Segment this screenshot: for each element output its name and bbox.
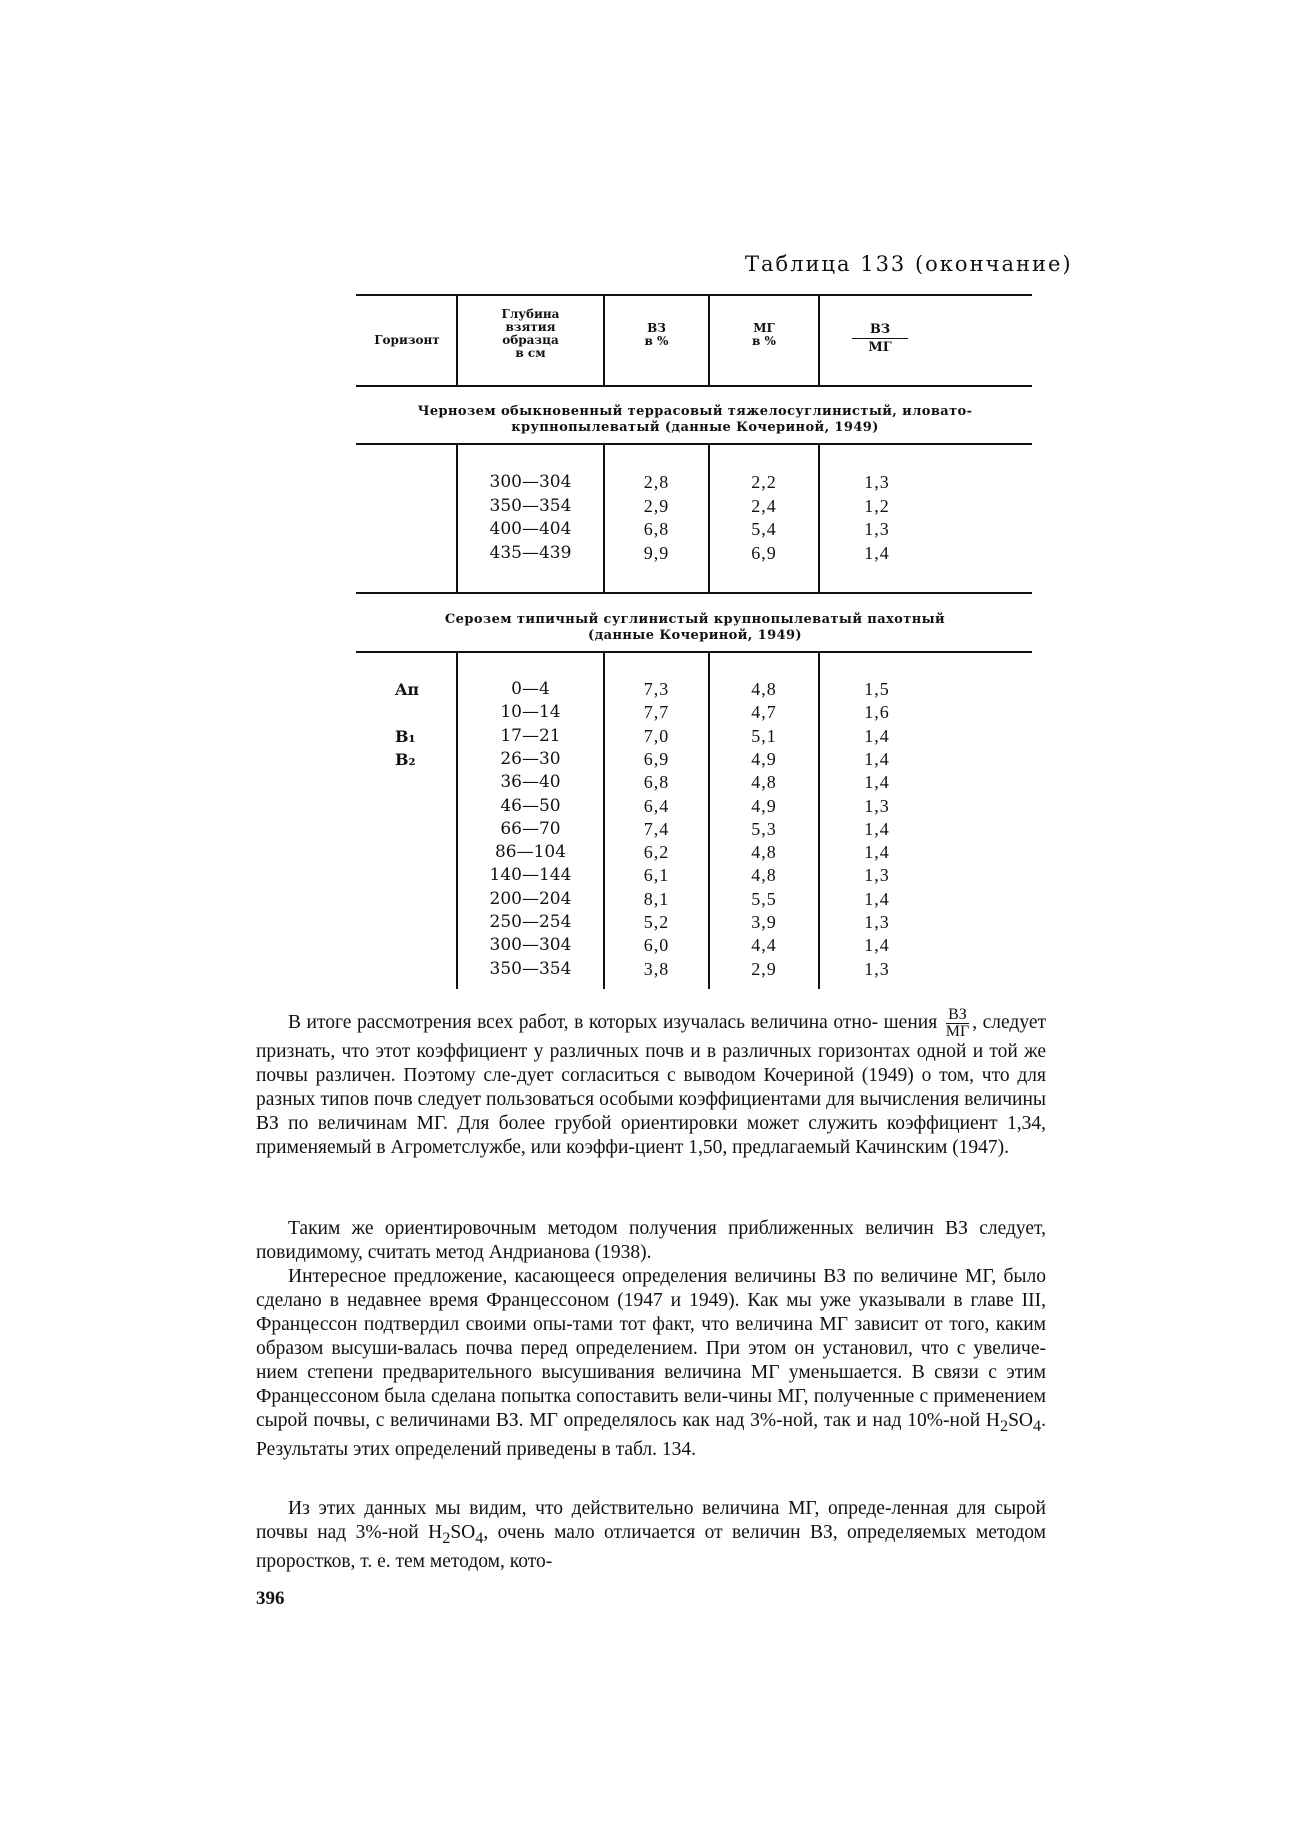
- table-cell-depth: 10—14: [500, 702, 561, 723]
- table-cell-depth: 86—104: [494, 842, 567, 863]
- table-cell-vz: 9,9: [643, 542, 670, 563]
- table-cell-ratio: 1,4: [864, 748, 890, 769]
- table-cell-depth: 350—354: [489, 958, 572, 979]
- table-cell-vz: 5,2: [643, 912, 670, 932]
- table-cell-mg: 4,8: [751, 679, 777, 699]
- table-cell-ratio: 1,3: [864, 795, 890, 816]
- table-cell-vz: 6,8: [643, 772, 670, 793]
- page-number: 396: [256, 1588, 285, 1609]
- table-cell-mg: 4,9: [751, 795, 777, 816]
- table-cell-depth: 26—30: [500, 748, 561, 769]
- table-cell-mg: 4,9: [751, 748, 777, 769]
- table-cell-ratio: 1,3: [864, 958, 890, 979]
- table-cell-ratio: 1,6: [864, 702, 890, 723]
- table-cell-vz: 6,8: [643, 519, 670, 539]
- table-cell-vz: 6,9: [643, 748, 670, 769]
- table-cell-depth: 350—354: [489, 495, 572, 516]
- table-cell-depth: 300—304: [489, 935, 572, 956]
- table-cell-horizon: Aп: [395, 680, 420, 699]
- table-cell-depth: 0—4: [511, 679, 550, 699]
- table-cell-mg: 2,2: [751, 472, 777, 492]
- section1-end-rule: [356, 592, 1032, 594]
- table-cell-vz: 6,2: [643, 842, 670, 863]
- table-caption: Таблица 133 (окончание): [745, 252, 1073, 276]
- table-cell-horizon: B₂: [395, 749, 416, 769]
- section2-title: Серозем типичный суглинистый крупнопылеватый пахотный (данные Кочериной, 1949): [444, 612, 946, 643]
- table-cell-mg: 6,9: [751, 542, 777, 563]
- table-cell-mg: 2,4: [751, 495, 777, 516]
- table-cell-mg: 4,4: [751, 935, 777, 956]
- table-cell-ratio: 1,4: [864, 542, 890, 563]
- table-cell-vz: 7,7: [643, 702, 670, 723]
- table-cell-depth: 17—21: [500, 725, 561, 746]
- table-cell-ratio: 1,3: [864, 519, 890, 539]
- table-cell-depth: 140—144: [489, 865, 572, 886]
- paragraph-1: В итоге рассмотрения всех работ, в которых изучалась величина отно- шения $\frac{ВЗ}{МГ}$ , следует признать, что этот коэффициент у различных почв и в различных горизонтах одной и той же почвы различен. Поэтому сле-дует согласиться с выводом Кочериной (1949) о том, что для разных типов почв следует пользоваться особыми коэффициентами для вычисления величины ВЗ по величинам МГ. Для более грубой ориентировки может служить коэффициент 1,34, применяемый в Агрометслужбе, или коэффи-циент 1,50, предлагаемый Качинским (1947).: [256, 1006, 1047, 1158]
- paragraph-4: Из этих данных мы видим, что действительно величина МГ, опреде-ленная для сырой почвы над 3%-ной $H_2SO_4$, очень мало отличается от величин ВЗ, определяемых методом проростков, т. е. тем методом, кото-: [256, 1498, 1046, 1572]
- table-cell-mg: 4,8: [751, 865, 777, 886]
- table-cell-vz: 7,0: [643, 725, 670, 746]
- header-mg: МГ в %: [752, 321, 776, 348]
- table-cell-vz: 2,8: [643, 472, 670, 492]
- table-cell-vz: 7,4: [643, 818, 670, 839]
- table-cell-vz: 7,3: [643, 679, 670, 699]
- table-cell-ratio: 1,4: [864, 888, 890, 909]
- table-cell-ratio: 1,2: [864, 495, 890, 516]
- table-cell-depth: 400—404: [489, 519, 572, 539]
- header-col-divider-4: [818, 296, 820, 385]
- table-cell-mg: 4,8: [751, 772, 777, 793]
- table-cell-mg: 5,3: [751, 818, 777, 839]
- table-cell-ratio: 1,4: [864, 772, 890, 793]
- table-cell-ratio: 1,3: [864, 912, 890, 932]
- table-cell-mg: 4,8: [751, 842, 777, 863]
- paragraph-2: Таким же ориентировочным методом получения приближенных величин ВЗ следует, повидимому, считать метод Андрианова (1938).: [256, 1218, 1046, 1263]
- table-cell-depth: 300—304: [489, 472, 572, 492]
- table-cell-ratio: 1,3: [864, 472, 890, 492]
- table-cell-mg: 3,9: [751, 912, 777, 932]
- table-cell-depth: 200—204: [489, 888, 572, 909]
- table-cell-depth: 435—439: [489, 542, 572, 563]
- table-cell-mg: 2,9: [751, 958, 777, 979]
- table-cell-depth: 36—40: [500, 772, 561, 793]
- table-cell-ratio: 1,5: [864, 679, 890, 699]
- paragraph-3: Интересное предложение, касающееся определения величины ВЗ по величине МГ, было сделано в недавнее время Францессоном (1947 и 1949). Как мы уже указывали в главе III, Францессон подтвердил своими опы-тами тот факт, что величина МГ зависит от того, каким образом высуши-валась почва перед определением. При этом он установил, что с увеличе-нием степени предварительного высушивания величина МГ уменьшается. В связи с этим Францессоном была сделана попытка сопоставить вели-чины МГ, полученные с применением сырой почвы, с величинами ВЗ. МГ определялось как над 3%-ной, так и над 10%-ной $H_2SO_4$. Результаты этих определений приведены в табл. 134.: [256, 1266, 1046, 1460]
- table-cell-ratio: 1,4: [864, 818, 890, 839]
- table-cell-mg: 4,7: [751, 702, 777, 723]
- table-cell-vz: 6,0: [643, 935, 670, 956]
- ratio-fraction: $\frac{ВЗ}{МГ}$: [945, 1006, 970, 1040]
- table-cell-vz: 2,9: [643, 495, 670, 516]
- section1-title: Чернозем обыкновенный террасовый тяжелосуглинистый, иловато- крупнопылеватый (данные Кочериной, 1949): [417, 404, 973, 435]
- table-cell-ratio: 1,4: [864, 935, 890, 956]
- table-cell-mg: 5,4: [751, 519, 777, 539]
- table-cell-vz: 3,8: [643, 958, 670, 979]
- table-cell-mg: 5,1: [751, 725, 777, 746]
- table-cell-vz: 6,4: [643, 795, 670, 816]
- table-cell-vz: 8,1: [643, 888, 670, 909]
- header-horizon: Горизонт: [374, 333, 440, 347]
- table-cell-depth: 46—50: [500, 795, 561, 816]
- table-cell-mg: 5,5: [751, 888, 777, 909]
- table-cell-ratio: 1,4: [864, 725, 890, 746]
- table-cell-depth: 250—254: [489, 912, 572, 932]
- header-depth: Глубина взятия образца в см: [501, 307, 560, 360]
- table-cell-depth: 66—70: [500, 818, 561, 839]
- header-vz: ВЗ в %: [644, 321, 669, 348]
- header-bottom-rule: [356, 385, 1032, 387]
- table-cell-vz: 6,1: [643, 865, 670, 886]
- table-cell-ratio: 1,3: [864, 865, 890, 886]
- table-cell-ratio: 1,4: [864, 842, 890, 863]
- header-ratio: ВЗ МГ: [850, 322, 910, 355]
- table-cell-horizon: B₁: [395, 726, 416, 746]
